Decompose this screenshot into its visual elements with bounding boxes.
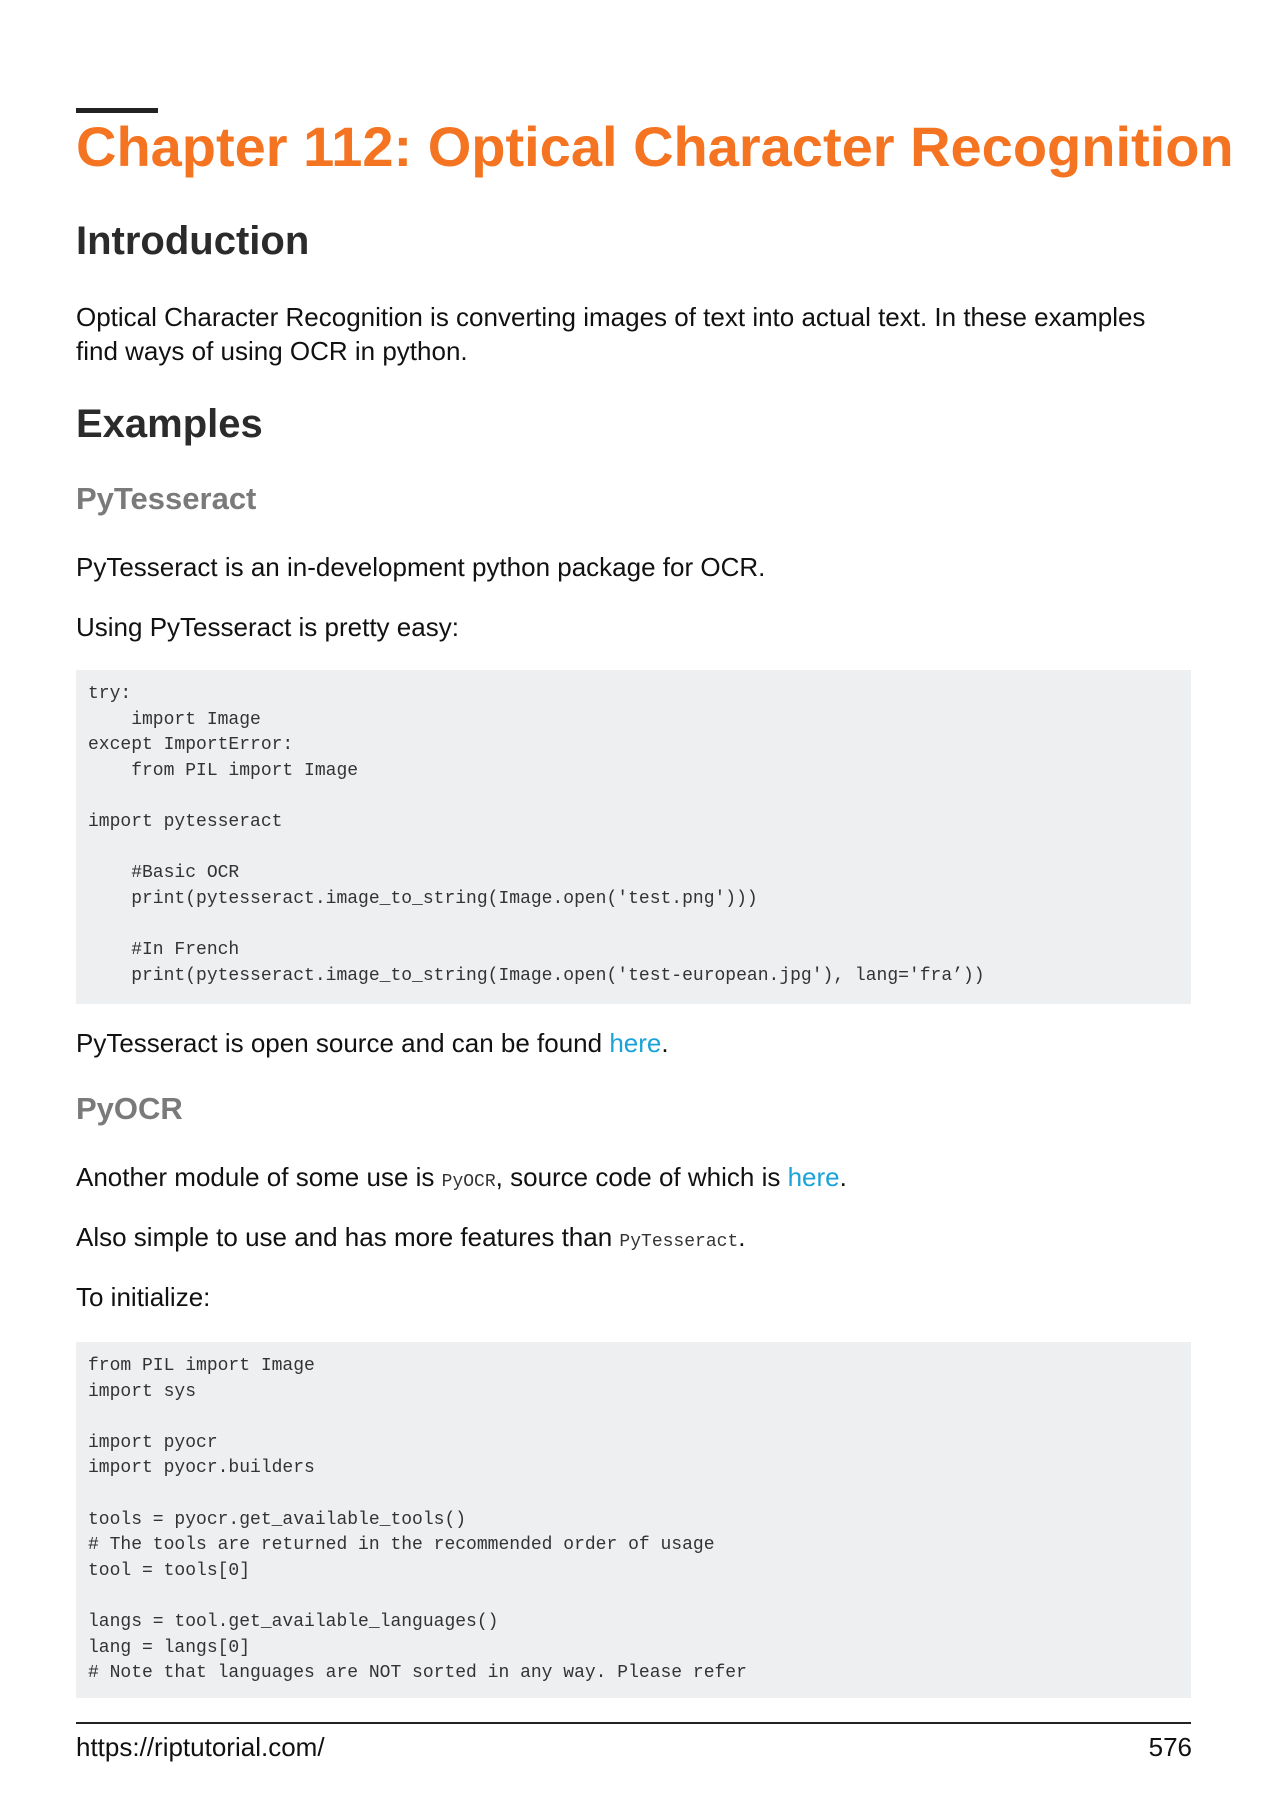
pyocr-heading: PyOCR: [76, 1091, 183, 1126]
pyocr-code-block: from PIL import Image import sys import pyocr import pyocr.builders tools = pyocr.get_available_tools() # The tools are returned in the recommended order of usage tool = tools[0] langs = tool.get_available_languages() lang = langs[0] # Note that languages are NOT sorted in any way. Please refer: [76, 1342, 1191, 1698]
footer-rule: [76, 1722, 1191, 1724]
pyocr-initialize-label: To initialize:: [76, 1282, 211, 1312]
pyocr-inline-code: PyOCR: [441, 1172, 496, 1192]
page-number: 576: [1148, 1732, 1192, 1762]
pytesseract-code-block: try: import Image except ImportError: from PIL import Image import pytesseract #Basic OCR print(pytesseract.image_to_string(Image.open('test.png'))) #In French print(pytesseract.image_to_string(Image.open('test-european.jpg'), lang='fra’)): [76, 670, 1191, 1004]
pyocr-intro: [76, 1160, 1191, 1199]
pytesseract-heading: PyTesseract: [76, 481, 257, 516]
pyocr-intro-middle: , source code of which is: [495, 1162, 788, 1192]
examples-heading: Examples: [76, 402, 263, 446]
pyocr-intro-prefix: Another module of some use is: [76, 1162, 442, 1192]
pytesseract-usage: Using PyTesseract is pretty easy:: [76, 612, 459, 642]
pyocr-features-prefix: Also simple to use and has more features than: [76, 1222, 620, 1252]
chapter-title: Chapter 112: Optical Character Recognition: [76, 115, 1234, 178]
pyocr-features-suffix: .: [738, 1222, 746, 1252]
pyocr-intro-suffix: .: [839, 1162, 847, 1192]
introduction-heading: Introduction: [76, 219, 310, 263]
pytesseract-source-suffix: .: [661, 1028, 669, 1058]
pytesseract-source-link[interactable]: here: [609, 1028, 662, 1058]
pytesseract-intro: PyTesseract is an in-development python package for OCR.: [76, 552, 766, 582]
pytesseract-inline-code: PyTesseract: [619, 1232, 739, 1252]
footer-url: https://riptutorial.com/: [76, 1732, 325, 1762]
document-page: [76, 0, 1234, 1800]
pyocr-source-link[interactable]: here: [787, 1162, 840, 1192]
introduction-text: Optical Character Recognition is converting images of text into actual text. In these examples find ways of using OCR in python.: [76, 302, 1146, 366]
pyocr-features: [76, 1220, 1191, 1259]
pytesseract-source-prefix: PyTesseract is open source and can be found: [76, 1028, 610, 1058]
pytesseract-source-text: [76, 1026, 1191, 1060]
